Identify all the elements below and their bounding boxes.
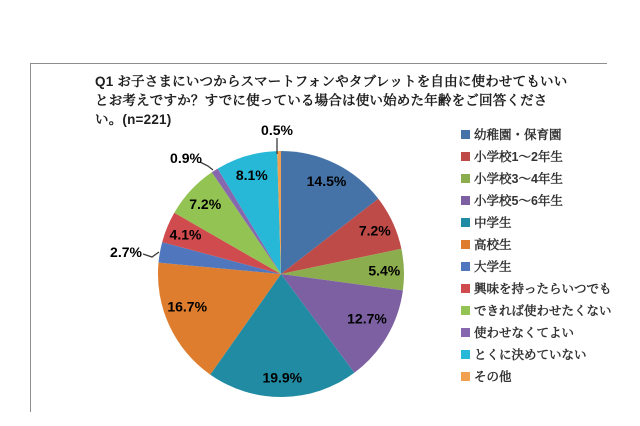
legend-item	[461, 277, 639, 299]
percent-label: 16.7%	[167, 298, 208, 315]
legend-label: とくに決めていない	[474, 348, 587, 362]
legend-swatch	[461, 306, 470, 315]
percent-label: 14.5%	[306, 173, 347, 190]
legend-item	[461, 145, 639, 167]
leader-line	[143, 252, 159, 257]
legend-label: 高校生	[474, 238, 512, 252]
percent-label: 5.4%	[368, 262, 401, 279]
percent-label: 0.9%	[170, 150, 202, 166]
legend-swatch	[461, 196, 470, 205]
legend-label: 使わせなくてよい	[474, 326, 575, 340]
legend-item	[461, 233, 639, 255]
legend-swatch	[461, 130, 470, 139]
legend-swatch	[461, 218, 470, 227]
percent-label: 19.9%	[262, 369, 303, 386]
chart-title-line-2: とお考えですか？すでに使っている場合は使い始めた年齢をご回答くださ	[95, 93, 548, 108]
legend-item	[461, 299, 639, 321]
legend-label: 興味を持ったらいつでも	[474, 282, 612, 296]
legend-item	[461, 123, 639, 145]
legend-item	[461, 211, 639, 233]
legend-label: 中学生	[474, 216, 512, 230]
legend-item	[461, 167, 639, 189]
legend-swatch	[461, 350, 470, 359]
legend-item	[461, 365, 639, 387]
percent-label: 2.7%	[110, 244, 142, 260]
chart-title-line-1: Q1 お子さまにいつからスマートフォンやタブレットを自由に使わせてもいい	[95, 74, 568, 89]
legend-swatch	[461, 152, 470, 161]
percent-label: 0.5%	[261, 122, 293, 138]
percent-label: 8.1%	[235, 166, 268, 183]
percent-label: 12.7%	[347, 310, 387, 327]
chart-title-line-3: い。(n=221)	[95, 112, 172, 127]
percent-label: 7.2%	[189, 195, 222, 212]
legend-item	[461, 321, 639, 343]
legend-label: 大学生	[474, 260, 512, 274]
legend-label: 小学校5～6年生	[474, 194, 563, 208]
legend-item	[461, 255, 639, 277]
legend-swatch	[461, 284, 470, 293]
legend-swatch	[461, 328, 470, 337]
legend-item	[461, 343, 639, 365]
legend-label: 小学校1～2年生	[474, 150, 563, 164]
legend-item	[461, 189, 639, 211]
legend-label: その他	[474, 370, 512, 384]
percent-label: 4.1%	[169, 226, 202, 243]
legend-label: できれば使わせたくない	[474, 304, 612, 318]
legend-swatch	[461, 174, 470, 183]
percent-label: 7.2%	[358, 222, 391, 239]
legend-label: 幼稚園・保育園	[474, 128, 562, 142]
legend-label: 小学校3～4年生	[474, 172, 563, 186]
legend-swatch	[461, 372, 470, 381]
legend	[461, 123, 639, 387]
legend-swatch	[461, 262, 470, 271]
legend-swatch	[461, 240, 470, 249]
